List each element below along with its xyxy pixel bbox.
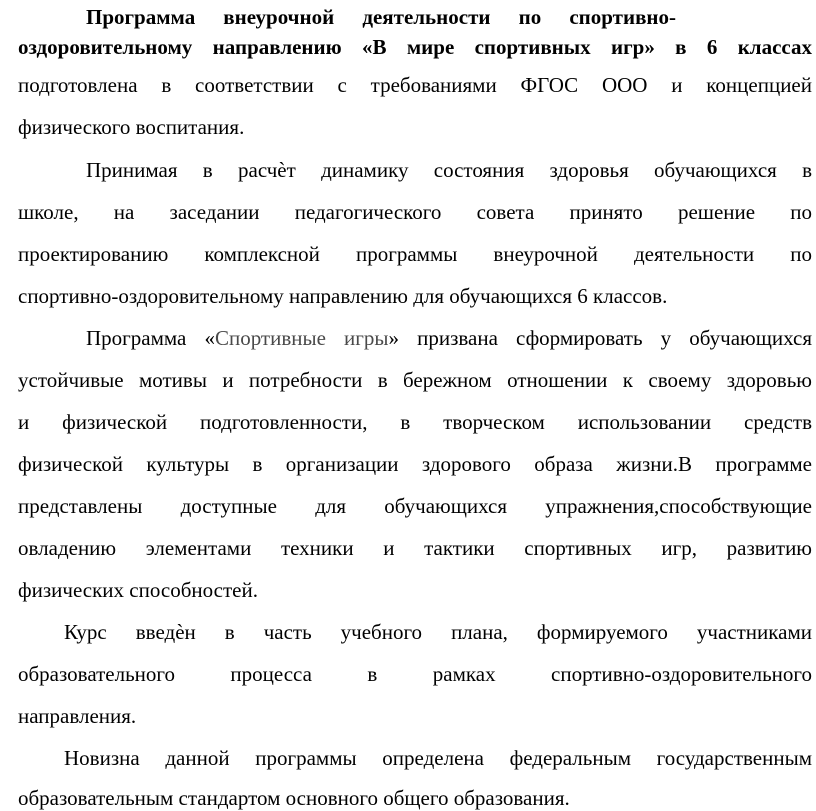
paragraph-3-line-6: овладению элементами техники и тактики спортивных игр, развитию bbox=[18, 536, 812, 560]
paragraph-3-line-1 bbox=[86, 325, 812, 351]
paragraph-2-line-2: школе, на заседании педагогического совета принято решение по bbox=[18, 200, 812, 224]
paragraph-1-line-1: подготовлена в соответствии с требованиями ФГОС ООО и концепцией bbox=[18, 73, 812, 97]
paragraph-5-line-2: образовательным стандартом основного общего образования. bbox=[18, 786, 570, 810]
paragraph-3-suffix: » призвана сформировать у обучающихся bbox=[388, 326, 812, 350]
title-line-1: Программа внеурочной деятельности по спортивно- bbox=[86, 5, 676, 29]
paragraph-2-line-4: спортивно-оздоровительному направлению для обучающихся 6 классов. bbox=[18, 284, 668, 308]
paragraph-3-line-7: физических способностей. bbox=[18, 578, 258, 602]
title-line-2: оздоровительному направлению «В мире спортивных игр» в 6 классах bbox=[18, 35, 812, 59]
paragraph-2-line-1: Принимая в расчѐт динамику состояния здоровья обучающихся в bbox=[86, 158, 812, 182]
paragraph-2-line-3: проектированию комплексной программы внеурочной деятельности по bbox=[18, 242, 812, 266]
paragraph-3-prefix: Программа « bbox=[86, 326, 215, 350]
paragraph-3-line-5: представлены доступные для обучающихся упражнения,способствующие bbox=[18, 494, 812, 518]
paragraph-1-line-2: физического воспитания. bbox=[18, 115, 245, 139]
paragraph-4-line-1: Курс введѐн в часть учебного плана, формируемого участниками bbox=[64, 620, 812, 644]
program-name-highlight: Спортивные игры bbox=[214, 326, 389, 350]
paragraph-3-line-3: и физической подготовленности, в творческом использовании средств bbox=[18, 410, 812, 434]
paragraph-3-line-4: физической культуры в организации здорового образа жизни.В программе bbox=[18, 452, 812, 476]
paragraph-3-line-2: устойчивые мотивы и потребности в бережном отношении к своему здоровью bbox=[18, 368, 812, 392]
paragraph-5-line-1: Новизна данной программы определена федеральным государственным bbox=[64, 746, 812, 770]
paragraph-4-line-3: направления. bbox=[18, 704, 137, 728]
paragraph-4-line-2: образовательного процесса в рамках спортивно-оздоровительного bbox=[18, 662, 812, 686]
